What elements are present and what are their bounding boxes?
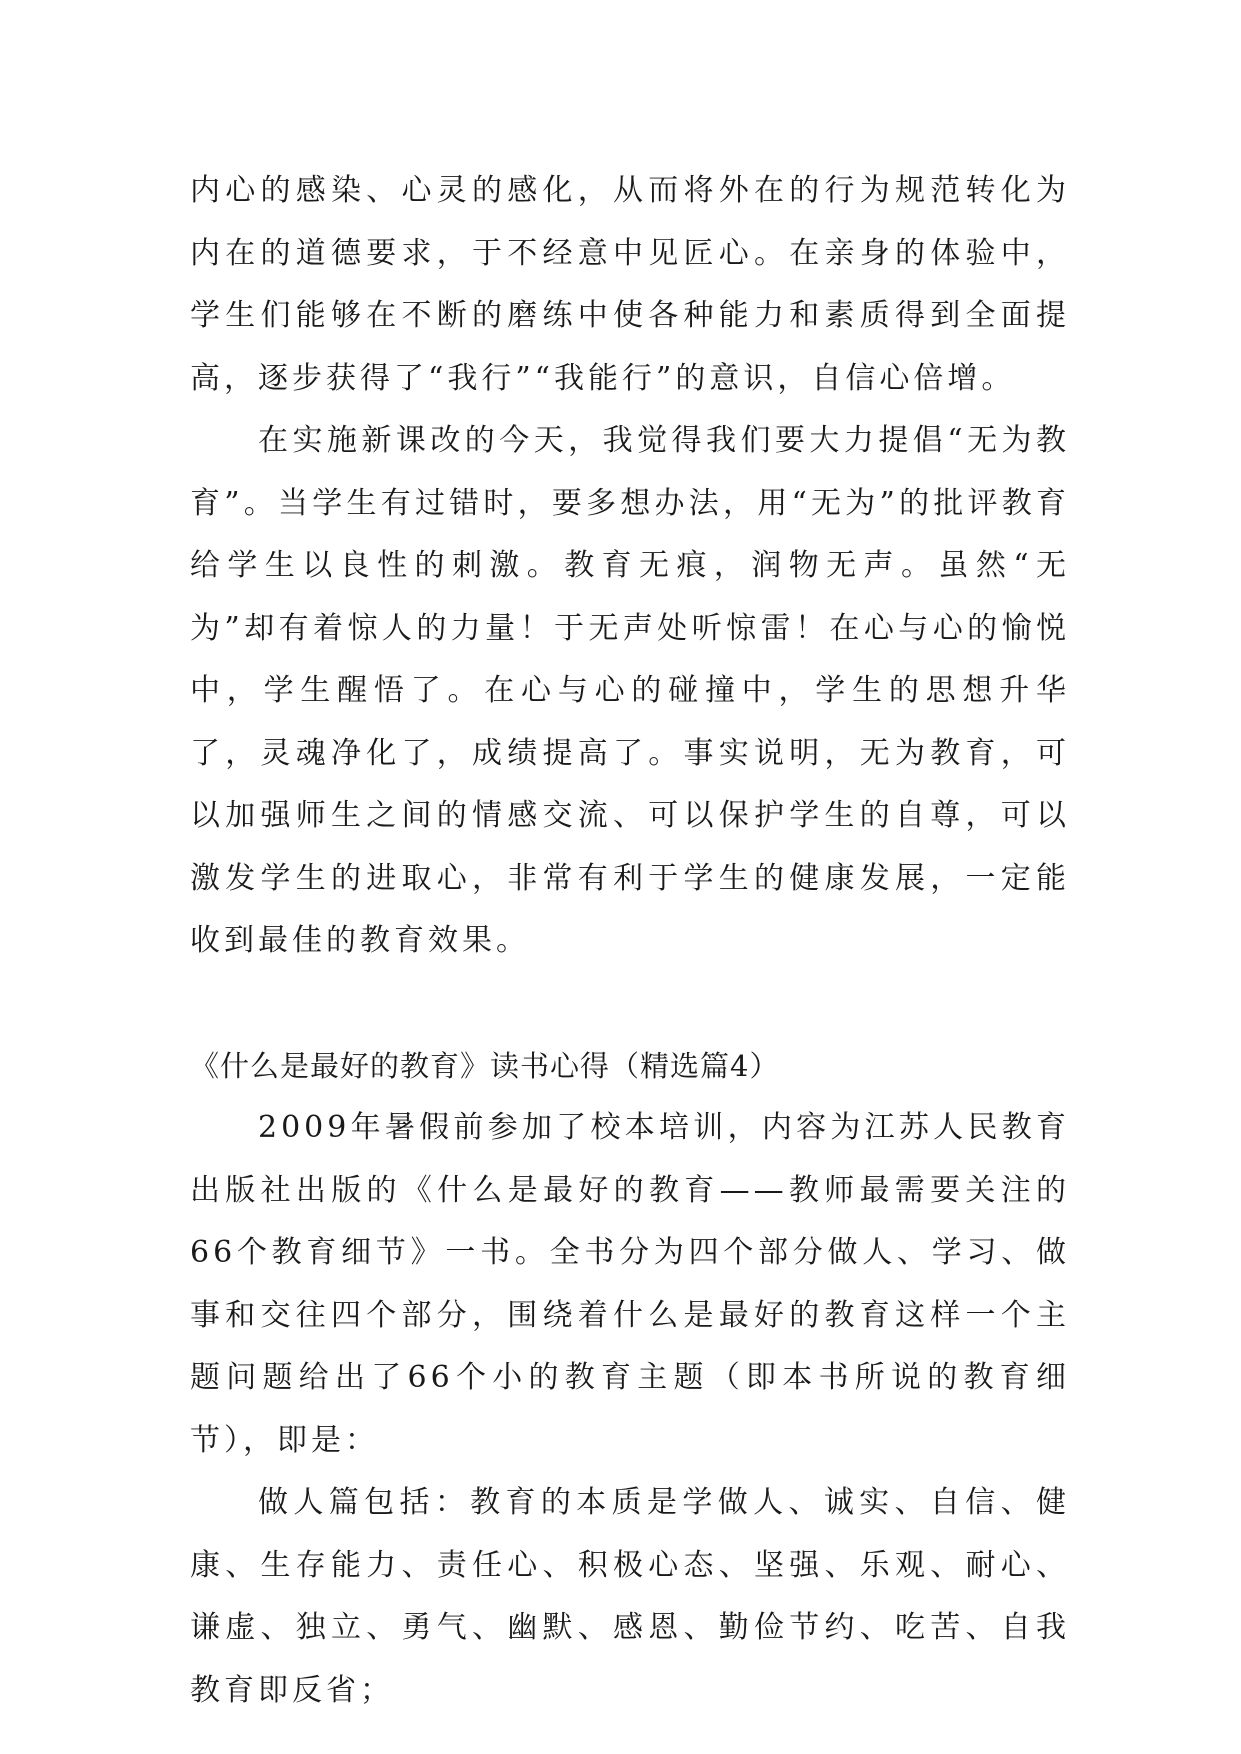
paragraph-wuwei-education: 在实施新课改的今天，我觉得我们要大力提倡“无为教育”。当学生有过错时，要多想办法，用“无为”的批评教育给学生以良性的刺激。教育无痕，润物无声。虽然“无为”却有着惊人的力量！于无声处听惊雷！在心与心的愉悦中，学生醒悟了。在心与心的碰撞中，学生的思想升华了，灵魂净化了，成绩提高了。事实说明，无为教育，可以加强师生之间的情感交流、可以保护学生的自尊，可以激发学生的进取心，非常有利于学生的健康发展，一定能收到最佳的教育效果。 [190,423,1070,958]
paragraph-book-intro: 2009年暑假前参加了校本培训，内容为江苏人民教育出版社出版的《什么是最好的教育——教师最需要关注的66个教育细节》一书。全书分为四个部分做人、学习、做事和交往四个部分，围绕着什么是最好的教育这样一个主题问题给出了66个小的教育主题（即本书所说的教育细节），即是： [190,1110,1070,1458]
section-heading: 《什么是最好的教育》读书心得（精选篇4） [190,1048,780,1083]
document-page [190,160,1070,1708]
paragraph-continued: 内心的感染、心灵的感化，从而将外在的行为规范转化为内在的道德要求，于不经意中见匠心。在亲身的体验中，学生们能够在不断的磨练中使各种能力和素质得到全面提高，逐步获得了“我行”“我能行”的意识，自信心倍增。 [190,173,1070,396]
paragraph-conduct-section: 做人篇包括：教育的本质是学做人、诚实、自信、健康、生存能力、责任心、积极心态、坚强、乐观、耐心、谦虚、独立、勇气、幽默、感恩、勤俭节约、吃苦、自我教育即反省； [190,1485,1070,1708]
